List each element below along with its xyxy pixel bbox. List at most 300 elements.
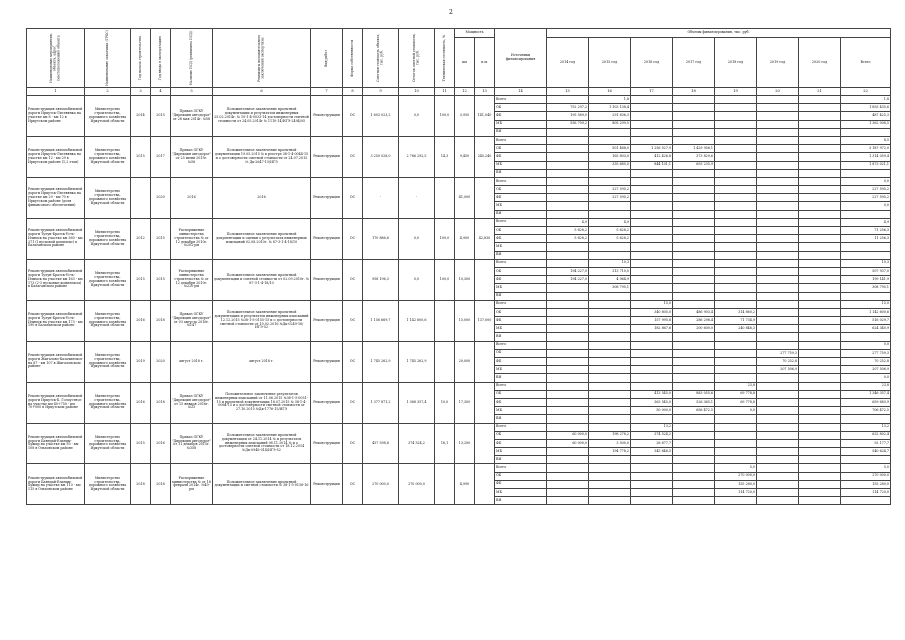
amount-cell [673, 210, 715, 218]
amount-cell [715, 341, 757, 349]
amount-cell [631, 284, 673, 292]
amount-cell [757, 308, 799, 316]
amount-cell [631, 128, 673, 136]
object-end-year: 2015 [151, 218, 171, 259]
amount-cell [631, 382, 673, 390]
header-name: Наименование мероприятия, объекта, адрес (местоположение) объекта [27, 29, 85, 88]
object-readiness: 100,0 [435, 96, 455, 137]
amount-total-cell: 507 937,0 [841, 267, 891, 275]
object-design-docs: Распоряжение министерства № от 18 февраля 2014г. №49-рм [171, 464, 213, 505]
fund-source-label: МБ [495, 366, 547, 374]
amount-cell: 335 685,0 [589, 161, 631, 169]
amount-cell [799, 423, 841, 431]
object-design-docs: Распоряжение министерства строительства № от 12 декабря 2010г. №220-рм [171, 259, 213, 300]
object-capacity-unit: 42,830 [475, 218, 495, 259]
amount-cell [715, 448, 757, 456]
amount-cell [589, 177, 631, 185]
column-number: 21 [799, 88, 841, 96]
amount-cell [547, 349, 589, 357]
object-design-docs: Приказ ОГКУ "Дирекция автодорог" от 25 июня 2015г. №58 [171, 136, 213, 177]
amount-total-cell: 0,0 [841, 177, 891, 185]
fund-source-label: Всего [495, 382, 547, 390]
object-name: Реконструкция автомобильной дороги Тулун-Братск-Усть-Илимск на участке км 173 - км 190 в Балаганском районе [27, 300, 85, 341]
amount-cell: 363 545,0 [631, 398, 673, 406]
object-start-year: 2018 [131, 464, 151, 505]
amount-cell [757, 128, 799, 136]
object-capacity: 9,450 [455, 136, 475, 177]
amount-total-cell: 3 187 972,0 [841, 145, 891, 153]
amount-cell: 5 628,2 [547, 235, 589, 243]
amount-cell [757, 292, 799, 300]
amount-cell: 23,8 [715, 382, 757, 390]
table-row [27, 300, 891, 308]
amount-cell [757, 341, 799, 349]
fund-source-label: Всего [495, 177, 547, 185]
object-start-year: 2019 [131, 341, 151, 382]
amount-cell [799, 227, 841, 235]
amount-cell: 114 720,0 [715, 489, 757, 497]
amount-cell: 5,0 [715, 464, 757, 472]
amount-cell [799, 104, 841, 112]
amount-cell: 155 280,0 [715, 480, 757, 488]
amount-cell [589, 382, 631, 390]
fund-source-label: ОБ [495, 390, 547, 398]
object-remaining-cost: 1 368 357,4 [399, 382, 435, 423]
object-capacity-unit [475, 464, 495, 505]
amount-cell [547, 145, 589, 153]
amount-cell: 60 000,0 [547, 439, 589, 447]
object-capacity-unit: 137,000 [475, 300, 495, 341]
amount-cell [673, 186, 715, 194]
amount-cell [799, 333, 841, 341]
amount-cell: 227 595,2 [589, 186, 631, 194]
object-remaining-cost: 2 786 292,5 [399, 136, 435, 177]
object-remaining-cost: 270 000,0 [399, 464, 435, 505]
amount-cell: 194 227,0 [547, 276, 589, 284]
amount-cell [799, 145, 841, 153]
amount-cell [631, 497, 673, 505]
amount-cell [673, 415, 715, 423]
object-design-docs: Распоряжение министерства строительства № от 12 декабря 2010г. №202-рм [171, 218, 213, 259]
amount-cell [757, 423, 799, 431]
amount-cell [547, 243, 589, 251]
amount-cell: 4,9 [589, 218, 631, 226]
amount-cell [589, 341, 631, 349]
amount-cell [547, 251, 589, 259]
amount-total-cell: 659 683,9 [841, 398, 891, 406]
amount-cell [799, 407, 841, 415]
amount-cell [715, 227, 757, 235]
amount-cell: 844 101,1 [631, 161, 673, 169]
amount-cell [631, 341, 673, 349]
amount-cell [757, 489, 799, 497]
amount-cell [799, 292, 841, 300]
object-capacity: 4,990 [455, 464, 475, 505]
object-cost: 457 598,8 [363, 423, 399, 464]
amount-cell [631, 366, 673, 374]
amount-cell [799, 300, 841, 308]
column-number: 13 [475, 88, 495, 96]
object-customer: Министерство строительства, дорожного хозяйства Иркутской области [85, 177, 131, 218]
amount-cell [631, 374, 673, 382]
amount-cell [631, 464, 673, 472]
column-number: 2 [85, 88, 131, 96]
amount-cell [673, 136, 715, 144]
amount-cell [547, 497, 589, 505]
fund-source-label: ФБ [495, 480, 547, 488]
column-number: 1 [27, 88, 85, 96]
object-name: Реконструкция автомобильной дороги Жигалово-Казачинское на 87 - км 107 в Жигаловском районе [27, 341, 85, 382]
amount-cell [673, 128, 715, 136]
amount-cell [715, 235, 757, 243]
amount-total-cell [841, 415, 891, 423]
fund-source-label: ВИ [495, 333, 547, 341]
amount-cell [757, 415, 799, 423]
amount-cell [631, 333, 673, 341]
amount-cell: 340 805,0 [631, 308, 673, 316]
amount-cell [673, 333, 715, 341]
amount-total-cell: 1 873 021,1 [841, 161, 891, 169]
amount-cell [799, 382, 841, 390]
amount-cell [589, 169, 631, 177]
amount-cell [799, 374, 841, 382]
object-ownership: ОС [343, 177, 363, 218]
amount-cell: 286 298,4 [673, 317, 715, 325]
amount-cell [631, 251, 673, 259]
amount-cell [589, 398, 631, 406]
fund-source-label: ОБ [495, 349, 547, 357]
fund-source-label: ВИ [495, 456, 547, 464]
amount-cell [799, 276, 841, 284]
object-capacity-unit [475, 259, 495, 300]
object-readiness: 100,0 [435, 259, 455, 300]
amount-cell [589, 456, 631, 464]
amount-cell: 805 299,5 [589, 120, 631, 128]
amount-cell [589, 243, 631, 251]
object-ownership: ОС [343, 218, 363, 259]
object-work-type: Реконструкция [311, 300, 343, 341]
amount-cell [673, 448, 715, 456]
fund-source-label: ВИ [495, 374, 547, 382]
amount-cell [673, 202, 715, 210]
amount-cell [757, 202, 799, 210]
amount-cell [631, 186, 673, 194]
amount-cell [631, 218, 673, 226]
amount-cell [631, 136, 673, 144]
object-readiness [435, 464, 455, 505]
amount-cell [757, 210, 799, 218]
amount-cell [589, 423, 631, 431]
object-design-docs: 2016 [171, 177, 213, 218]
amount-cell [589, 325, 631, 333]
amount-cell [757, 194, 799, 202]
amount-cell: 10,3 [589, 259, 631, 267]
amount-cell [757, 169, 799, 177]
amount-total-cell: 70 252,8 [841, 358, 891, 366]
amount-cell: 314 860,2 [715, 308, 757, 316]
fund-source-label: ВИ [495, 292, 547, 300]
object-readiness: 100,0 [435, 218, 455, 259]
amount-total-cell: 277 759,3 [841, 349, 891, 357]
fund-source-label: ВИ [495, 210, 547, 218]
object-start-year: 2012 [131, 218, 151, 259]
object-ownership: ОС [343, 423, 363, 464]
column-number: 15 [547, 88, 589, 96]
fund-source-label: ВИ [495, 169, 547, 177]
amount-cell [757, 177, 799, 185]
amount-cell: 69 778,8 [715, 398, 757, 406]
amount-cell [799, 390, 841, 398]
object-capacity: 17,300 [455, 382, 475, 423]
object-readiness [435, 300, 455, 341]
amount-cell [589, 366, 631, 374]
amount-cell [547, 407, 589, 415]
amount-total-cell: 11 256,3 [841, 235, 891, 243]
fund-source-label: ВИ [495, 415, 547, 423]
amount-cell [757, 464, 799, 472]
amount-cell [673, 300, 715, 308]
column-number: 9 [363, 88, 399, 96]
fund-source-label: Всего [495, 464, 547, 472]
amount-cell [757, 136, 799, 144]
amount-cell [547, 186, 589, 194]
fund-source-label: ОБ [495, 186, 547, 194]
amount-cell [673, 374, 715, 382]
amount-cell [547, 358, 589, 366]
object-work-type: Реконструкция [311, 96, 343, 137]
object-ownership: ОС [343, 300, 363, 341]
fund-source-label: МБ [495, 202, 547, 210]
fund-source-label: ФБ [495, 194, 547, 202]
amount-cell [547, 300, 589, 308]
amount-cell [799, 153, 841, 161]
amount-cell [715, 284, 757, 292]
amount-total-cell [841, 456, 891, 464]
object-readiness: 10,0 [435, 382, 455, 423]
amount-cell: 526 365,1 [673, 398, 715, 406]
amount-cell [547, 464, 589, 472]
amount-total-cell [841, 169, 891, 177]
amount-cell [547, 308, 589, 316]
amount-cell [589, 251, 631, 259]
object-ownership: ОС [343, 341, 363, 382]
amount-cell [589, 390, 631, 398]
amount-cell [799, 415, 841, 423]
amount-cell [547, 292, 589, 300]
object-customer: Министерство строительства, дорожного хозяйства Иркутской области [85, 218, 131, 259]
amount-cell [757, 382, 799, 390]
object-end-year: 2020 [151, 341, 171, 382]
header-cost: Сметная стоимость объекта, тыс. руб. [363, 29, 399, 88]
amount-cell [799, 96, 841, 104]
amount-cell [799, 448, 841, 456]
amount-cell [547, 202, 589, 210]
column-number: 22 [841, 88, 891, 96]
fund-source-label: МБ [495, 448, 547, 456]
object-capacity: 13,200 [455, 423, 475, 464]
object-cost: 3 250 028,0 [363, 136, 399, 177]
amount-cell [589, 472, 631, 480]
object-capacity-unit [475, 341, 495, 382]
amount-cell [715, 366, 757, 374]
amount-cell [547, 480, 589, 488]
object-expertise: Положительное заключение проектной документации и результатов инженерных изысканий 12.12.2015 №38-1-5-0155-15 и о достоверности сметной стоимости от 10.02.2016 №Дк-0249-16/ИГЭ-52 [213, 300, 311, 341]
amount-cell [799, 202, 841, 210]
amount-cell [715, 136, 757, 144]
amount-cell [589, 136, 631, 144]
amount-cell [589, 407, 631, 415]
object-capacity: 41,000 [455, 177, 475, 218]
amount-total-cell: 8,5 [841, 136, 891, 144]
object-ownership: ОС [343, 464, 363, 505]
amount-cell [589, 464, 631, 472]
amount-cell [757, 112, 799, 120]
object-cost: 1 603 023,2 [363, 96, 399, 137]
amount-cell [673, 341, 715, 349]
amount-cell [799, 358, 841, 366]
amount-total-cell: 1,8 [841, 96, 891, 104]
amount-cell [589, 358, 631, 366]
object-start-year: 2016 [131, 300, 151, 341]
amount-total-cell: 0,0 [841, 341, 891, 349]
table-body [27, 96, 891, 505]
amount-cell: 374 524,2 [631, 431, 673, 439]
fund-source-label: ОБ [495, 227, 547, 235]
object-remaining-cost: 0,0 [399, 218, 435, 259]
amount-cell: 198 278,2 [589, 431, 631, 439]
amount-cell [799, 341, 841, 349]
amount-cell [799, 398, 841, 406]
amount-cell [631, 259, 673, 267]
amount-cell: 693 235,9 [673, 161, 715, 169]
amount-cell [799, 317, 841, 325]
fund-source-label: ФБ [495, 235, 547, 243]
fund-source-label: МБ [495, 407, 547, 415]
amount-cell [589, 308, 631, 316]
amount-cell [631, 194, 673, 202]
fund-source-label: Всего [495, 218, 547, 226]
amount-cell [799, 177, 841, 185]
amount-cell: 501 488,0 [589, 145, 631, 153]
object-cost: 1 156 669,7 [363, 300, 399, 341]
object-end-year: 2017 [151, 136, 171, 177]
amount-cell [799, 210, 841, 218]
amount-cell [799, 136, 841, 144]
amount-cell [757, 251, 799, 259]
header-capacity: Мощность [455, 29, 495, 38]
amount-cell [757, 218, 799, 226]
amount-total-cell [841, 292, 891, 300]
object-capacity-unit [475, 423, 495, 464]
amount-cell [547, 415, 589, 423]
amount-cell [547, 341, 589, 349]
fund-source-label: ОБ [495, 145, 547, 153]
amount-cell [673, 112, 715, 120]
amount-cell [715, 153, 757, 161]
amount-cell: 486 903,4 [673, 308, 715, 316]
column-number: 3 [131, 88, 151, 96]
amount-cell [673, 358, 715, 366]
object-name: Реконструкция автомобильной дороги Иркутск-Б. Голоустное на участке км 40+750 - км 70+000 в Иркутском районе [27, 382, 85, 423]
amount-cell: 1,8 [589, 96, 631, 104]
amount-cell: 373 829,6 [673, 153, 715, 161]
object-cost: 1 377 871,2 [363, 382, 399, 423]
amount-cell [715, 128, 757, 136]
amount-cell [547, 374, 589, 382]
amount-cell [547, 456, 589, 464]
amount-cell [631, 456, 673, 464]
amount-cell [673, 243, 715, 251]
amount-total-cell: 1 362 008,5 [841, 120, 891, 128]
amount-cell [547, 161, 589, 169]
table-row [27, 177, 891, 185]
amount-cell [799, 218, 841, 226]
amount-total-cell: 114 720,0 [841, 489, 891, 497]
table-row [27, 259, 891, 267]
amount-total-cell: 0,0 [841, 374, 891, 382]
object-remaining-cost: 0,0 [399, 259, 435, 300]
amount-cell [673, 169, 715, 177]
object-name: Реконструкция автомобильной дороги Баяндай-Еланцы-Хужир на участке км 110 - км 115 в Ольхонском районе [27, 464, 85, 505]
amount-cell: 194 778,2 [589, 448, 631, 456]
header-ownership: Форма собственности [343, 29, 363, 88]
amount-cell: 182 867,6 [631, 325, 673, 333]
header-year-2020: 2020 год [799, 38, 841, 88]
amount-cell [799, 497, 841, 505]
amount-cell [547, 489, 589, 497]
header-year-2016: 2016 год [631, 38, 673, 88]
amount-cell [547, 448, 589, 456]
amount-cell [757, 104, 799, 112]
amount-cell [631, 112, 673, 120]
object-capacity: 20,000 [455, 341, 475, 382]
amount-cell [715, 210, 757, 218]
amount-cell [757, 259, 799, 267]
amount-cell [715, 194, 757, 202]
object-start-year: 2016 [131, 382, 151, 423]
object-work-type: Реконструкция [311, 464, 343, 505]
header-expertise: Реквизиты положительного заключения экспертизы [213, 29, 311, 88]
object-capacity: 4,900 [455, 218, 475, 259]
amount-total-cell [841, 497, 891, 505]
amount-cell: 308 795,1 [589, 284, 631, 292]
amount-cell [799, 308, 841, 316]
amount-cell [757, 431, 799, 439]
amount-cell [757, 317, 799, 325]
header-customer: Наименование заказчика (ГРБС) [85, 29, 131, 88]
column-number: 12 [455, 88, 475, 96]
object-capacity: 3,950 [455, 96, 475, 137]
amount-cell: 5 628,2 [547, 227, 589, 235]
amount-cell [673, 497, 715, 505]
fund-source-label: ОБ [495, 308, 547, 316]
amount-cell [715, 104, 757, 112]
object-ownership: ОС [343, 382, 363, 423]
object-name: Реконструкция автомобильной дороги Иркутск-Листвянка на участке км 29 - км 70 в Иркутском районе (доля финансового обеспечения) [27, 177, 85, 218]
amount-cell [631, 169, 673, 177]
amount-cell [673, 439, 715, 447]
amount-total-cell: 71 256,3 [841, 227, 891, 235]
fund-source-label: Всего [495, 259, 547, 267]
amount-cell [673, 235, 715, 243]
amount-cell [589, 317, 631, 325]
amount-cell: 69 778,8 [715, 390, 757, 398]
amount-cell [673, 456, 715, 464]
amount-cell [799, 366, 841, 374]
object-start-year: 2015 [131, 259, 151, 300]
amount-cell [631, 243, 673, 251]
amount-total-cell: 155 280,0 [841, 480, 891, 488]
